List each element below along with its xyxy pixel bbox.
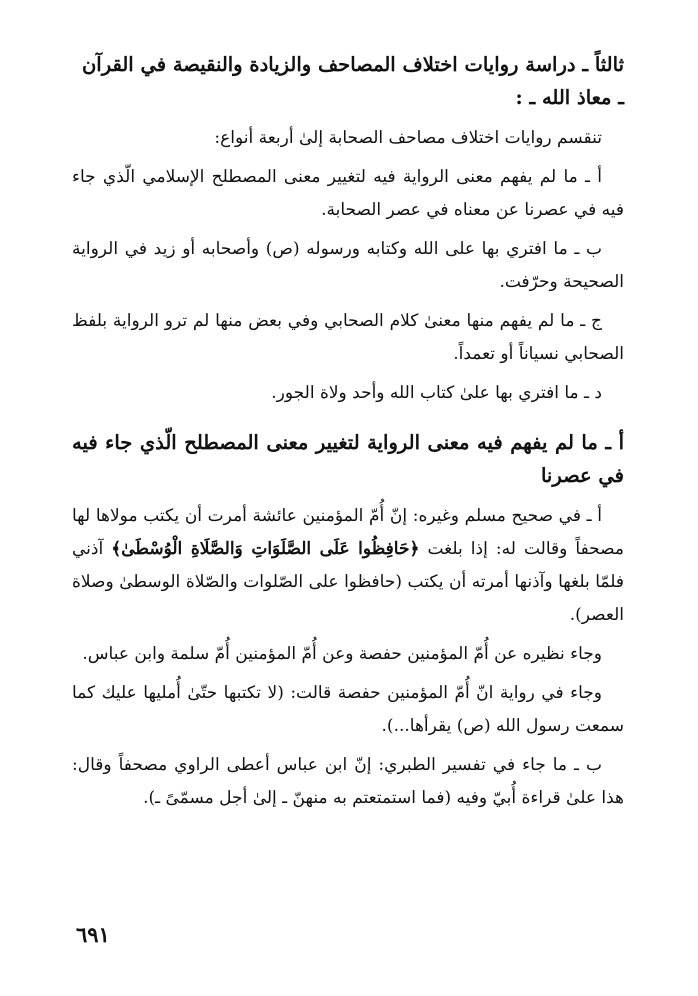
quran-verse: ﴿حَافِظُوا عَلَى الصَّلَوَاتِ وَالصَّلَاةِ الْوُسْطَىٰ﴾: [111, 539, 420, 559]
type-d-paragraph: د ـ ما افتري بها علىٰ كتاب الله وأحد ولاة الجور.: [271, 383, 602, 403]
type-a-paragraph: أ ـ ما لم يفهم معنى الرواية فيه لتغيير معنى المصطلح الإسلامي الّذي جاء فيه في عصرنا عن معناه في عصر الصحابة.: [72, 167, 624, 220]
section-heading-third: [72, 48, 624, 114]
type-c-paragraph: ج ـ ما لم يفهم منها معنىٰ كلام الصحابي وفي بعض منها لم ترو الرواية بلفظ الصحابي نسياناً أو تعمداً.: [72, 311, 624, 364]
muslim-narration-paragraph: [72, 500, 624, 632]
similar-narration-paragraph: وجاء نظيره عن أُمّ المؤمنين حفصة وعن أُمّ المؤمنين أُمّ سلمة وابن عباس.: [82, 644, 602, 664]
page-body: [72, 48, 624, 968]
heading-line-1: ثالثاً ـ دراسة روايات اختلاف المصاحف والزيادة والنقيصة في القرآن: [81, 53, 624, 76]
section-heading-a: أ ـ ما لم يفهم فيه معنى الرواية لتغيير معنى المصطلح الّذي جاء فيه في عصرنا: [72, 431, 624, 487]
heading-line-2: ـ معاذ الله ـ :: [515, 86, 624, 109]
tabari-paragraph: ب ـ ما جاء في تفسير الطبري: إنّ ابن عباس أعطى الراوي مصحفاً وقال: هذا علىٰ قراءة أُبيّ وفيه (فما استمتعتم به منهنّ ـ إلىٰ أجل مسمّىً ـ).: [72, 755, 624, 808]
hafsa-narration-paragraph: وجاء في رواية انّ أُمّ المؤمنين حفصة قالت: (لا تكتبها حتّىٰ أُمليها عليك كما سمعت رسول الله (ص) يقرأها...).: [72, 683, 624, 736]
intro-paragraph: تنقسم روايات اختلاف مصاحف الصحابة إلىٰ أربعة أنواع:: [214, 128, 602, 148]
type-b-paragraph: ب ـ ما افتري بها على الله وكتابه ورسوله (ص) وأصحابه أو زيد في الرواية الصحيحة وحرّفت.: [72, 239, 624, 292]
narration-text-after: آذني فلمّا بلغها وآذنها أمرته أن يكتب (حافظوا على الصّلوات والصّلاة الوسطىٰ وصلاة العصر).: [72, 539, 624, 625]
page-number: ٦٩١: [76, 922, 110, 947]
narration-text-before: أ ـ في صحيح مسلم وغيره: إنّ أُمّ المؤمنين عائشة أمرت أن يكتب مولاها لها مصحفاً وقالت له: إذا بلغت: [72, 506, 624, 559]
